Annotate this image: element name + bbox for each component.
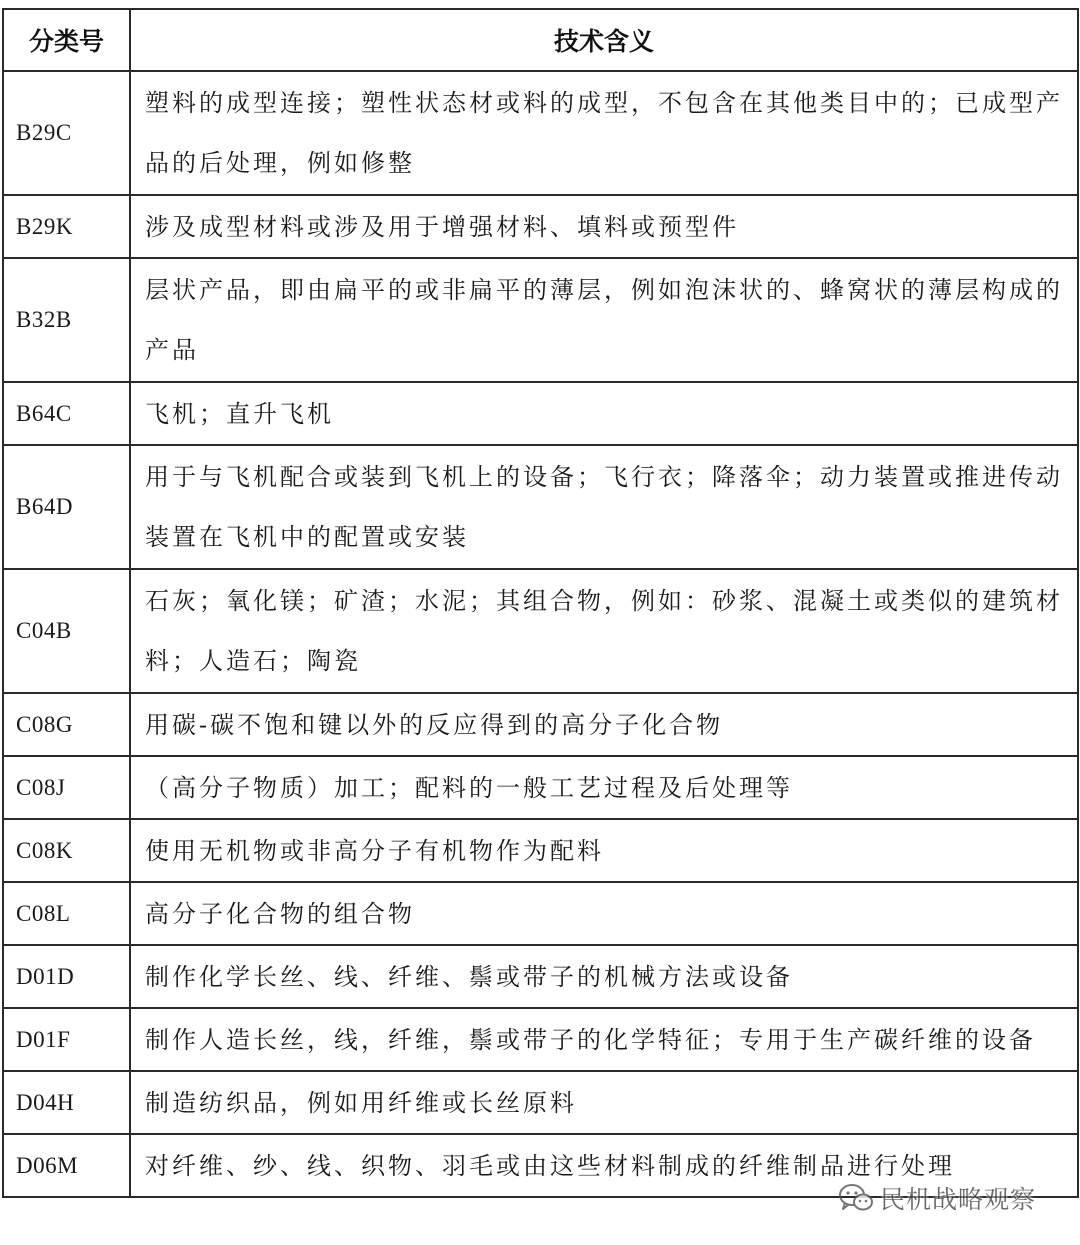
technical-meaning: 对纤维、纱、线、织物、羽毛或由这些材料制成的纤维制品进行处理 <box>130 1134 1078 1197</box>
table-row <box>3 258 1078 382</box>
technical-meaning: 制作人造长丝，线，纤维，鬃或带子的化学特征；专用于生产碳纤维的设备 <box>130 1008 1078 1071</box>
technical-meaning: 用碳-碳不饱和键以外的反应得到的高分子化合物 <box>130 693 1078 756</box>
classification-code: B29C <box>3 71 130 195</box>
table-row <box>3 945 1078 1008</box>
classification-code: D01D <box>3 945 130 1008</box>
technical-meaning: 涉及成型材料或涉及用于增强材料、填料或预型件 <box>130 195 1078 258</box>
watermark-text: 民机战略观察 <box>880 1185 1037 1214</box>
classification-code: C08L <box>3 882 130 945</box>
table-header-row <box>3 9 1078 71</box>
classification-code: D01F <box>3 1008 130 1071</box>
watermark <box>838 1178 1036 1218</box>
classification-code: C08J <box>3 756 130 819</box>
table-row <box>3 819 1078 882</box>
classification-code: B29K <box>3 195 130 258</box>
table-row <box>3 882 1078 945</box>
wechat-icon <box>838 1183 874 1213</box>
classification-code: C04B <box>3 569 130 693</box>
classification-code: B64D <box>3 445 130 569</box>
technical-meaning: 使用无机物或非高分子有机物作为配料 <box>130 819 1078 882</box>
table-row <box>3 382 1078 445</box>
table-row <box>3 569 1078 693</box>
table-row <box>3 1071 1078 1134</box>
classification-code: B64C <box>3 382 130 445</box>
table-row <box>3 693 1078 756</box>
table-row <box>3 71 1078 195</box>
classification-code: D06M <box>3 1134 130 1197</box>
table-row <box>3 1008 1078 1071</box>
classification-code: C08K <box>3 819 130 882</box>
technical-meaning: 制造纺织品，例如用纤维或长丝原料 <box>130 1071 1078 1134</box>
classification-code: C08G <box>3 693 130 756</box>
technical-meaning: （高分子物质）加工；配料的一般工艺过程及后处理等 <box>130 756 1078 819</box>
technical-meaning: 石灰；氧化镁；矿渣；水泥；其组合物，例如：砂浆、混凝土或类似的建筑材料；人造石；陶瓷 <box>130 569 1078 693</box>
technical-meaning: 塑料的成型连接；塑性状态材或料的成型，不包含在其他类目中的；已成型产品的后处理，例如修整 <box>130 71 1078 195</box>
classification-code: B32B <box>3 258 130 382</box>
header-classification-code: 分类号 <box>3 9 130 71</box>
table-row <box>3 195 1078 258</box>
technical-meaning: 制作化学长丝、线、纤维、鬃或带子的机械方法或设备 <box>130 945 1078 1008</box>
table-row <box>3 445 1078 569</box>
table-row <box>3 756 1078 819</box>
classification-code: D04H <box>3 1071 130 1134</box>
technical-meaning: 飞机；直升飞机 <box>130 382 1078 445</box>
technical-meaning: 用于与飞机配合或装到飞机上的设备；飞行衣；降落伞；动力装置或推进传动装置在飞机中的配置或安装 <box>130 445 1078 569</box>
classification-table <box>2 8 1079 1198</box>
technical-meaning: 层状产品，即由扁平的或非扁平的薄层，例如泡沫状的、蜂窝状的薄层构成的产品 <box>130 258 1078 382</box>
technical-meaning: 高分子化合物的组合物 <box>130 882 1078 945</box>
header-technical-meaning: 技术含义 <box>130 9 1078 71</box>
